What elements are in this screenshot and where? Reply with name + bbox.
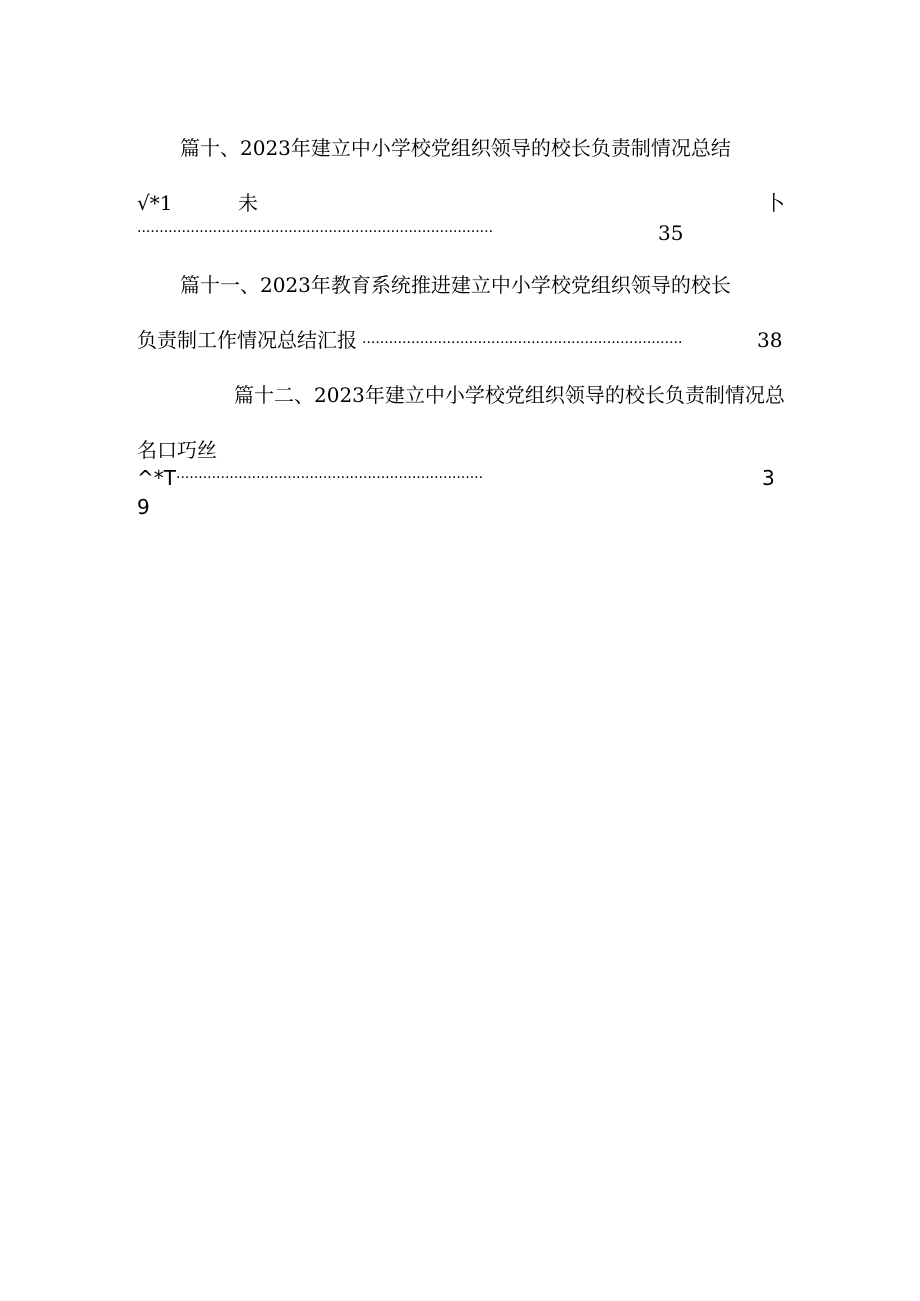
toc-entry-12-title-line3: ^*T (137, 466, 176, 490)
toc-entry-12-page-number-part1[interactable]: 3 (762, 466, 775, 490)
toc-entry-10-garble-left: √*1 (137, 191, 173, 215)
toc-entry-11-title-line2[interactable]: 负责制工作情况总结汇报 (137, 328, 357, 352)
toc-entry-11-page-number[interactable]: 38 (757, 328, 783, 352)
toc-entry-12-leader: ····································································· (176, 470, 484, 486)
toc-entry-10-garble-right: 卜 (765, 191, 785, 215)
toc-entry-10-page-number[interactable]: 35 (658, 221, 684, 245)
toc-entry-12-title-line1[interactable]: 篇十二、2023年建立中小学校党组织领导的校长负责制情况总 (234, 383, 785, 407)
toc-entry-10-leader: ················································································ (137, 224, 494, 240)
toc-entry-11-title-line1[interactable]: 篇十一、2023年教育系统推进建立中小学校党组织领导的校长 (180, 273, 731, 297)
toc-entry-11-leader: ········································································ (362, 335, 683, 351)
toc-entry-10-title[interactable]: 篇十、2023年建立中小学校党组织领导的校长负责制情况总结 (180, 136, 731, 160)
toc-entry-10-garble-mid: 未 (238, 191, 258, 215)
toc-entry-12-title-line2: 名口巧丝 (137, 438, 217, 462)
toc-entry-12-page-number-part2[interactable]: 9 (137, 495, 150, 519)
